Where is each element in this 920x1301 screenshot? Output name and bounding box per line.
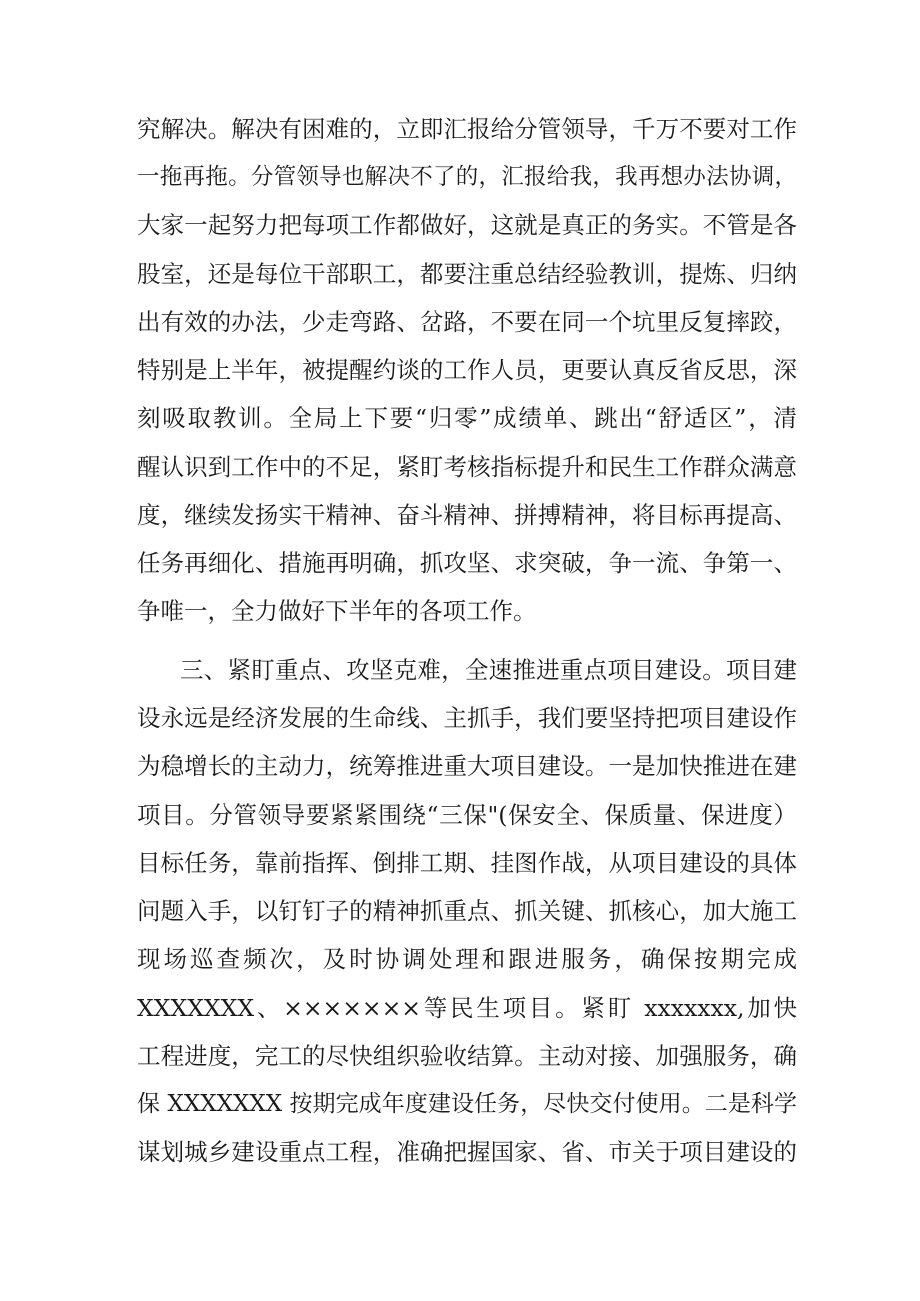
text-line: 刻吸取教训。全局上下要“归零”成绩单、跳出“舒适区”，清 [137,404,797,432]
text-line: XXXXXXX、×××××××等民生项目。紧盯 xxxxxxx,加快 [137,994,797,1022]
text-line: 任务再细化、措施再明确，抓攻坚、求突破，争一流、争第一、 [137,549,797,577]
text-line: 股室，还是每位干部职工，都要注重总结经验教训，提炼、归纳 [137,260,797,288]
text-line: 醒认识到工作中的不足，紧盯考核指标提升和民生工作群众满意 [137,453,797,481]
text-line: 度，继续发扬实干精神、奋斗精神、拼搏精神，将目标再提高、 [137,501,797,529]
text-line: 现场巡查频次，及时协调处理和跟进服务，确保按期完成 [137,945,797,973]
text-line: 工程进度，完工的尽快组织验收结算。主动对接、加强服务，确 [137,1042,797,1070]
text-line: 目标任务，靠前指挥、倒排工期、挂图作战，从项目建设的具体 [137,849,797,877]
text-line: 特别是上半年，被提醒约谈的工作人员，更要认真反省反思，深 [137,356,797,384]
text-line: 设永远是经济发展的生命线、主抓手，我们要坚持把项目建设作 [137,704,797,732]
text-line: 大家一起努力把每项工作都做好，这就是真正的务实。不管是各 [137,211,797,239]
text-line: 究解决。解决有困难的，立即汇报给分管领导，千万不要对工作 [137,115,797,143]
text-line: 问题入手，以钉钉子的精神抓重点、抓关键、抓核心，加大施工 [137,897,797,925]
text-line: 出有效的办法，少走弯路、岔路，不要在同一个坑里反复摔跤， [137,308,797,336]
text-line: 争唯一，全力做好下半年的各项工作。 [137,597,537,625]
text-line: 为稳增长的主动力，统筹推进重大项目建设。一是加快推进在建 [137,752,797,780]
text-line: 项目。分管领导要紧紧围绕“三保"(保安全、保质量、保进度） [137,801,797,829]
text-line: 三、紧盯重点、攻坚克难，全速推进重点项目建设。项目建 [180,656,797,684]
text-line: 保 XXXXXXX 按期完成年度建设任务，尽快交付使用。二是科学 [137,1091,797,1117]
text-line: 谋划城乡建设重点工程，准确把握国家、省、市关于项目建设的 [137,1138,797,1166]
text-line: 一拖再拖。分管领导也解决不了的，汇报给我，我再想办法协调， [137,164,797,190]
